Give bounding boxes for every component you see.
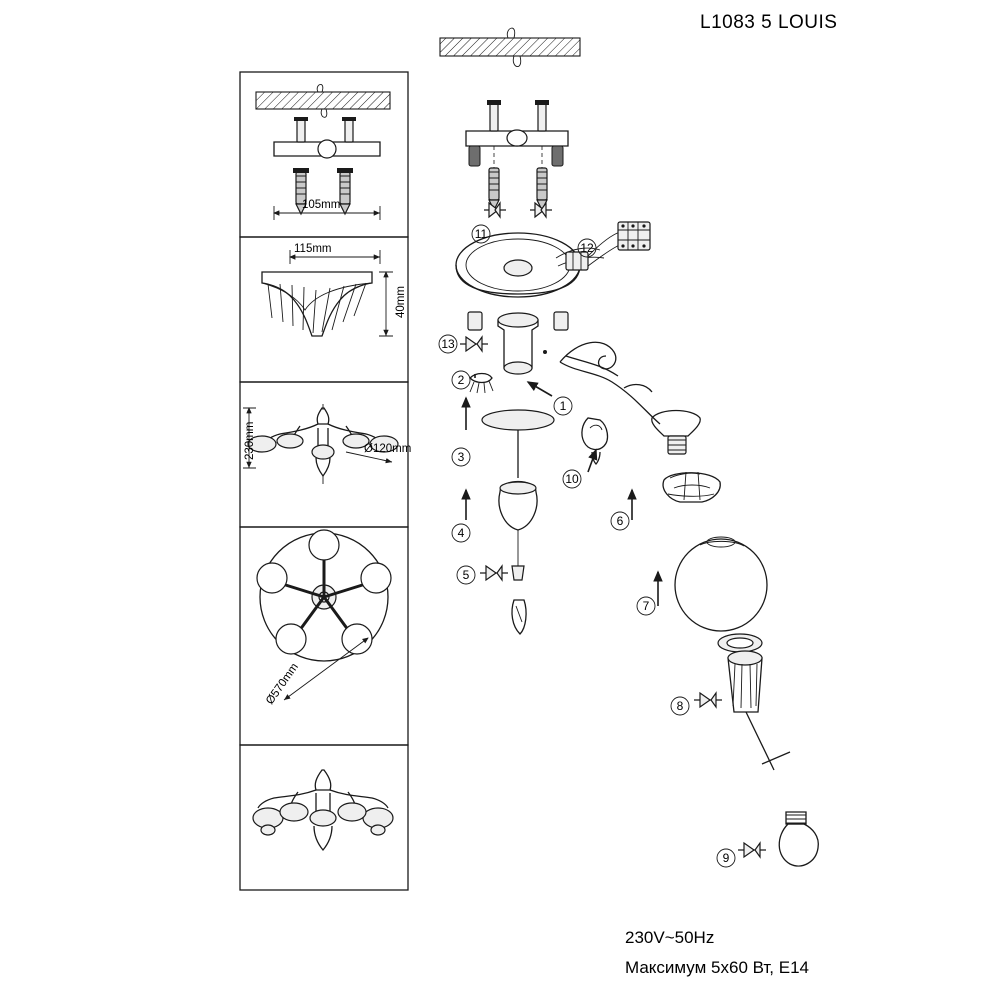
socket-assembly bbox=[694, 634, 790, 770]
pendant-ornament bbox=[582, 418, 608, 464]
screwdriver-icon bbox=[460, 337, 488, 351]
callout-6: 6 bbox=[616, 514, 624, 528]
cap-nut-icon bbox=[470, 374, 493, 394]
callout-1: 1 bbox=[559, 399, 567, 413]
panel-shade-profile bbox=[262, 250, 393, 336]
ceiling-slab bbox=[440, 28, 580, 66]
page-title: L1083 5 LOUIS bbox=[700, 12, 838, 33]
decorative-arm bbox=[560, 342, 700, 464]
glass-globe bbox=[675, 537, 767, 631]
left-detail-panels bbox=[240, 72, 408, 890]
dimension-arm-diameter: Ø120mm bbox=[364, 443, 412, 455]
dimension-fixture-height: 230mm bbox=[244, 421, 256, 460]
callout-13: 13 bbox=[441, 337, 455, 351]
spec-voltage: 230V~50Hz bbox=[625, 928, 715, 947]
dimension-shade-height: 40mm bbox=[395, 286, 407, 318]
mounting-bracket bbox=[466, 100, 568, 217]
panel-plan-view bbox=[257, 530, 391, 700]
dimension-mount-width: 105mm bbox=[302, 199, 341, 211]
lamp-bulb bbox=[738, 812, 818, 866]
callout-8: 8 bbox=[676, 699, 684, 713]
callout-2: 2 bbox=[457, 373, 465, 387]
screwdriver-icon-5 bbox=[480, 566, 508, 580]
panel-perspective-view bbox=[253, 770, 393, 850]
dimension-overall-diameter: Ø570mm bbox=[264, 661, 301, 707]
callout-7: 7 bbox=[642, 599, 650, 613]
callout-12: 12 bbox=[580, 241, 594, 255]
glass-collar bbox=[663, 472, 720, 502]
body-hub bbox=[460, 312, 568, 393]
callout-4: 4 bbox=[457, 526, 465, 540]
callout-5: 5 bbox=[462, 568, 470, 582]
screwdriver-icon-9 bbox=[738, 843, 766, 857]
screwdriver-icon-8 bbox=[694, 693, 722, 707]
spec-lamps: Максимум 5x60 Вт, E14 bbox=[625, 958, 809, 977]
callout-10: 10 bbox=[565, 472, 579, 486]
callout-markers bbox=[439, 225, 735, 867]
callout-9: 9 bbox=[722, 851, 730, 865]
dimension-shade-width: 115mm bbox=[294, 243, 332, 255]
callout-3: 3 bbox=[457, 450, 465, 464]
drop-ball bbox=[480, 410, 554, 634]
callout-11: 11 bbox=[474, 227, 488, 241]
